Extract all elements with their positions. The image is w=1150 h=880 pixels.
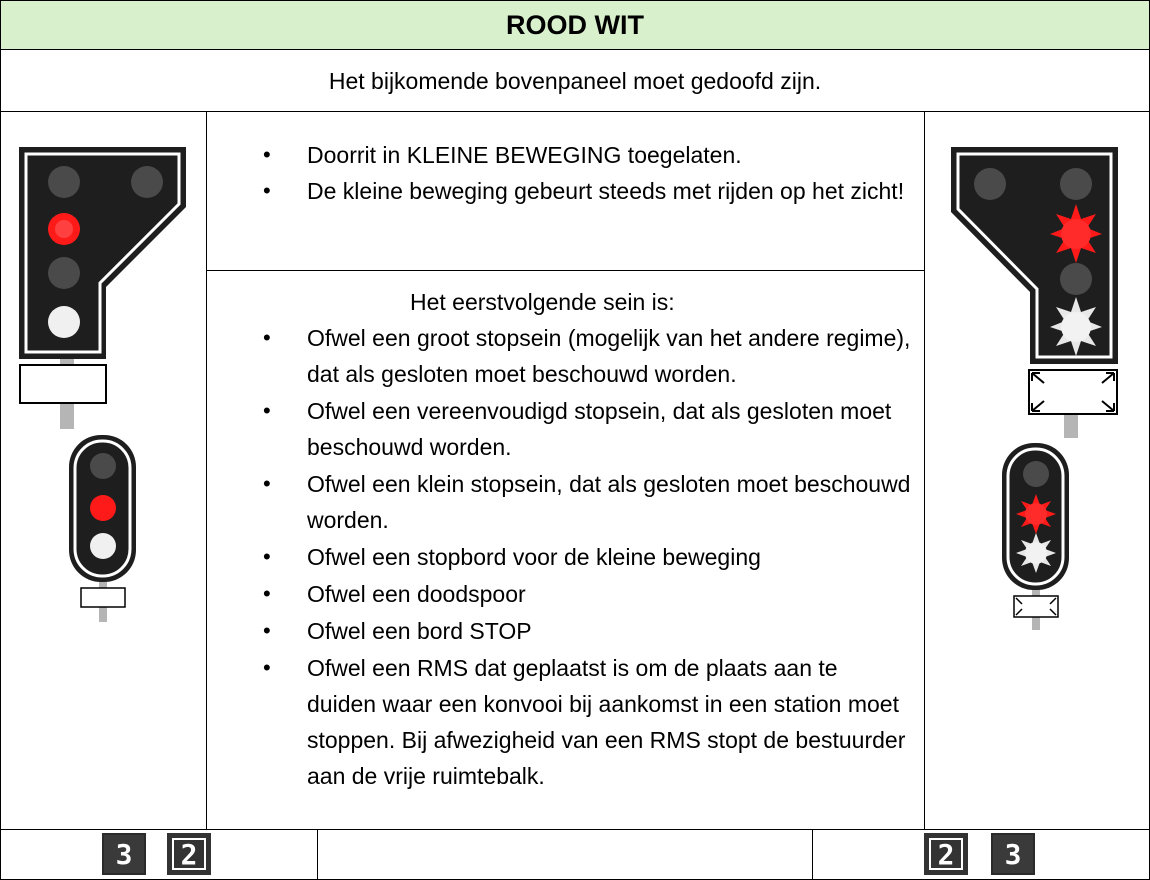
- list-item: • Ofwel een vereenvoudigd stopsein, dat als gesloten moet beschouwd worden.: [207, 393, 912, 465]
- main-signal-right-icon: [946, 142, 1126, 440]
- next-signal-list: [207, 320, 912, 795]
- divider-footer-left: [317, 829, 318, 880]
- number-plate-left-2: [167, 833, 211, 875]
- plate-number: 3: [1004, 837, 1022, 871]
- main-signal-left-icon: [14, 142, 194, 432]
- divider-middle-cell: [207, 270, 924, 271]
- divider-footer-right: [812, 829, 813, 880]
- plate-number: 3: [115, 837, 133, 871]
- number-plate-right-1: [924, 833, 968, 875]
- list-item: • De kleine beweging gebeurt steeds met rijden op het zicht!: [207, 173, 907, 209]
- next-signal-heading: Het eerstvolgende sein is:: [410, 289, 675, 315]
- divider-title: [0, 49, 1150, 50]
- list-item: • Ofwel een stopbord voor de kleine beweging: [207, 539, 912, 575]
- border-left: [0, 0, 1, 880]
- page-title: ROOD WIT: [1, 1, 1149, 49]
- divider-footer: [0, 829, 1150, 830]
- small-signal-left-icon: [66, 432, 141, 624]
- divider-right-column: [924, 111, 925, 829]
- list-item: • Doorrit in KLEINE BEWEGING toegelaten.: [207, 137, 907, 173]
- list-item: • Ofwel een klein stopsein, dat als gesloten moet beschouwd worden.: [207, 466, 912, 538]
- plate-number: 2: [929, 838, 963, 870]
- subtitle-note: Het bijkomende bovenpaneel moet gedoofd zijn.: [328, 67, 822, 94]
- list-item: • Ofwel een RMS dat geplaatst is om de plaats aan te duiden waar een konvooi bij aankomst in een station moet stoppen. Bij afwezigheid van een RMS stopt de bestuurder aan de vrije ruimtebalk.: [207, 650, 912, 794]
- divider-subtitle: [0, 111, 1150, 112]
- permission-list: [207, 137, 907, 209]
- list-item: • Ofwel een bord STOP: [207, 613, 912, 649]
- number-plate-right-2: [991, 833, 1035, 875]
- small-signal-right-icon: [999, 440, 1074, 632]
- list-item: • Ofwel een doodspoor: [207, 576, 912, 612]
- number-plate-left-1: [102, 833, 146, 875]
- list-item: • Ofwel een groot stopsein (mogelijk van het andere regime), dat als gesloten moet beschouwd worden.: [207, 320, 912, 392]
- plate-number: 2: [172, 838, 206, 870]
